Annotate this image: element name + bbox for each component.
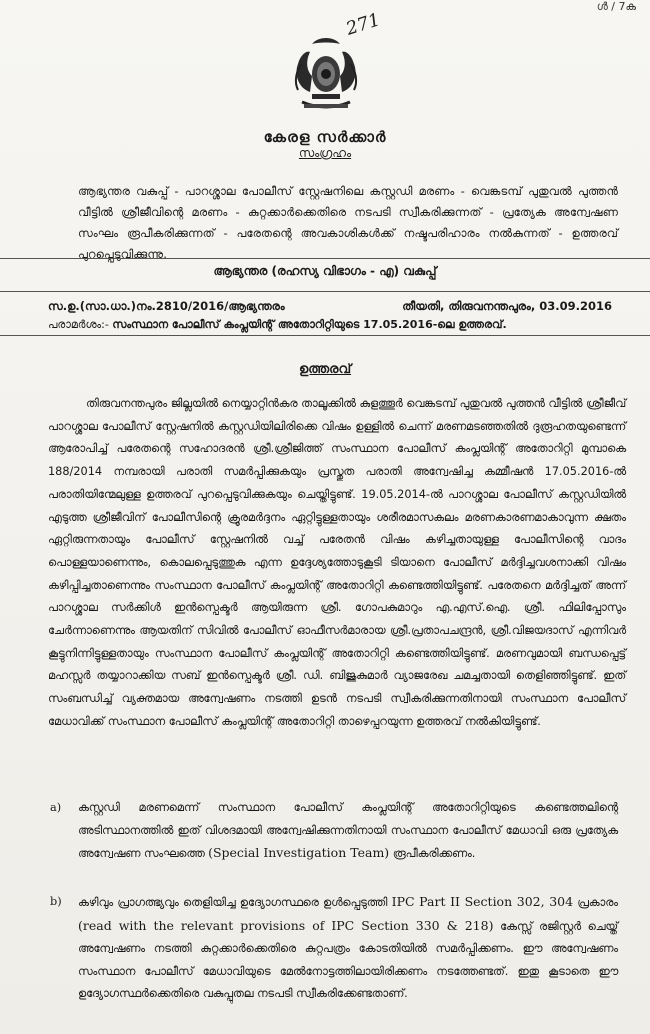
handwritten-number: 271 [343, 9, 383, 40]
item-b-end: കേസ്സ് രജിസ്റ്റർ ചെയ്ത് അന്വേഷണം നടത്തി കുറ്റക്കാർക്കെതിരെ കുറ്റപത്രം കോടതിയിൽ സമർപ്പിക്കണം. ഈ അന്വേഷണം സംസ്ഥാന പോലീസ് മേധാവിയുടെ മേൽനോട്ടത്തിലായിരിക്കണം നടത്തേണ്ടത്. ഇതു കൂടാതെ ഈ ഉദ്യോഗസ്ഥർക്കെതിരെ വകുപ്പുതല നടപടി സ്വീകരിക്കേണ്ടതാണ്. [78, 919, 618, 1001]
list-item-text [78, 797, 618, 866]
government-title: കേരള സർക്കാർ [263, 128, 387, 146]
item-a-text: കസ്റ്റഡി മരണമെന്ന് സംസ്ഥാന പോലീസ് കംപ്ലയിന്റ് അതോറിറ്റിയുടെ കണ്ടെത്തലിന്റെ അടിസ്ഥാനത്തിൽ ഇത് വിശദമായി അന്വേഷിക്കുന്നതിനായി സംസ്ഥാന പോലീസ് മേധാവി ഒരു പ്രത്യേക അന്വേഷണ സംഘത്തെ [78, 801, 618, 861]
item-b-english-2: (read with the relevant provisions of IPC Section 330 & 218) [78, 917, 494, 933]
item-a-english: (Special Investigation Team) [208, 845, 390, 861]
kerala-emblem-icon [288, 30, 364, 118]
abstract-label: സംഗ്രഹം [298, 146, 352, 160]
abstract-heading [0, 146, 650, 161]
divider-middle [0, 291, 650, 292]
department-line: ആഭ്യന്തര (രഹസ്യ വിഭാഗം - എ) വകുപ്പ് [213, 264, 437, 278]
reference-label: പരാമർശം:- [48, 318, 109, 331]
divider-bottom [0, 335, 650, 336]
item-a-end: രൂപീകരിക്കണം. [392, 847, 476, 861]
item-b-mid: പ്രകാരം [577, 896, 619, 909]
order-date: തീയതി, തിരുവനന്തപുരം, 03.09.2016 [402, 299, 612, 313]
item-b-text: കഴിവും പ്രാഗത്ഭ്യവും തെളിയിച്ച ഉദ്യോഗസ്ഥരെ ഉൾപ്പെടുത്തി [78, 896, 388, 909]
order-title: ഉത്തരവ് [298, 362, 352, 377]
list-item-a [50, 797, 618, 866]
list-item-label: b) [50, 895, 62, 908]
list-item-b [50, 891, 619, 1006]
corner-mark: ള്‍ / 7ക [596, 0, 636, 13]
order-body [48, 393, 626, 734]
order-number: സ.ഉ.(സാ.ധാ.)നം.2810/2016/ആഭ്യന്തരം [48, 299, 285, 313]
reference-line [48, 318, 507, 332]
list-item-text [78, 891, 618, 1006]
divider-top [0, 258, 650, 259]
order-subject: ആഭ്യന്തര വകുപ്പ് - പാറശ്ശാല പോലീസ് സ്റ്റേഷനിലെ കസ്റ്റഡി മരണം - വെങ്കടമ്പ് പുതുവൽ പുത്തൻ വീട്ടിൽ ശ്രീജീവിന്റെ മരണം - കുറ്റക്കാർക്കെതിരെ നടപടി സ്വീകരിക്കുന്നത് - പ്രത്യേക അന്വേഷണ സംഘം രൂപീകരിക്കുന്നത് - പരേതന്റെ അവകാശികൾക്ക് നഷ്ടപരിഹാരം നൽകുന്നത് - ഉത്തരവ് പുറപ്പെടുവിക്കുന്നു. [78, 184, 618, 261]
reference-text: സംസ്ഥാന പോലീസ് കംപ്ലയിന്റ് അതോറിറ്റിയുടെ 17.05.2016-ലെ ഉത്തരവ്. [112, 318, 507, 331]
body-paragraph: തിരുവനന്തപുരം ജില്ലയിൽ നെയ്യാറ്റിൻകര താലൂക്കിൽ കുളത്തൂർ വെങ്കടമ്പ് പുതുവൽ പുത്തൻ വീട്ടിൽ ശ്രീജീവ് പാറശ്ശാല പോലീസ് സ്റ്റേഷനിൽ കസ്റ്റഡിയിലിരിക്കെ വിഷം ഉള്ളിൽ ചെന്ന് മരണമടഞ്ഞതിൽ ദുരൂഹതയുണ്ടെന്ന് ആരോപിച്ച് പരേതന്റെ സഹോദരൻ ശ്രീ.ശ്രീജിത്ത് സംസ്ഥാന പോലീസ് കംപ്ലയിന്റ് അതോറിറ്റി മുമ്പാകെ 188/2014 നമ്പരായി പരാതി സമർപ്പിക്കുകയും പ്രസ്തുത പരാതി അന്വേഷിച്ച കമ്മീഷൻ 17.05.2016-ൽ പരാതിയിന്മേലുള്ള ഉത്തരവ് പുറപ്പെടുവിക്കുകയും ചെയ്തിട്ടുണ്ട്. 19.05.2014-ൽ പാറശ്ശാല പോലീസ് കസ്റ്റഡിയിൽ എടുത്ത ശ്രീജീവിന് പോലീസിന്റെ ക്രൂരമർദ്ദനം ഏറ്റിട്ടുള്ളതായും ശരീരമാസകലം മരണകാരണമാകാവുന്ന ക്ഷതം ഏറ്റിരുന്നതായും പോലീസ് സ്റ്റേഷനിൽ വച്ച് പരേതൻ വിഷം കഴിച്ചതായുള്ള പോലീസിന്റെ വാദം പൊള്ളയാണെന്നും, കൊലപ്പെടുത്തുക എന്ന ഉദ്ദേശ്യത്തോടുകൂടി ടിയാനെ പോലീസ് മർദ്ദിച്ചവശനാക്കി വിഷം കഴിപ്പിച്ചതാണെന്നും സംസ്ഥാന പോലീസ് കംപ്ലയിന്റ് അതോറിറ്റി കണ്ടെത്തിയിട്ടുണ്ട്. പരേതനെ മർദ്ദിച്ചത് അന്ന് പാറശ്ശാല സർക്കിൾ ഇൻസ്പെക്ടർ ആയിരുന്ന ശ്രീ. ഗോപകുമാറും എ.എസ്.ഐ. ശ്രീ. ഫിലിപ്പോസും ചേർന്നാണെന്നും ആയതിന് സിവിൽ പോലീസ് ഓഫീസർമാരായ ശ്രീ.പ്രതാപചന്ദ്രൻ, ശ്രീ.വിജയദാസ് എന്നിവർ കൂട്ടുനിന്നിട്ടുള്ളതായും സംസ്ഥാന പോലീസ് കംപ്ലയിന്റ് അതോറിറ്റി കണ്ടെത്തിയിട്ടുണ്ട്. മരണവുമായി ബന്ധപ്പെട്ട് മഹസ്സർ തയ്യാറാക്കിയ സബ് ഇൻസ്പെക്ടർ ശ്രീ. ഡി. ബിജുകുമാർ വ്യാജരേഖ ചമച്ചതായി തെളിഞ്ഞിട്ടുണ്ട്. ഇത് സംബന്ധിച്ച് വ്യക്തമായ അന്വേഷണം നടത്തി ഉടൻ നടപടി സ്വീകരിക്കുന്നതിനായി സംസ്ഥാന പോലീസ് മേധാവിക്ക് സംസ്ഥാന പോലീസ് കംപ്ലയിന്റ് അതോറിറ്റി താഴെപ്പറയുന്ന ഉത്തരവ് നൽകിയിട്ടുണ്ട്. [48, 397, 626, 728]
item-b-english: IPC Part II Section 302, 304 [391, 894, 574, 909]
list-item-label: a) [50, 801, 62, 814]
